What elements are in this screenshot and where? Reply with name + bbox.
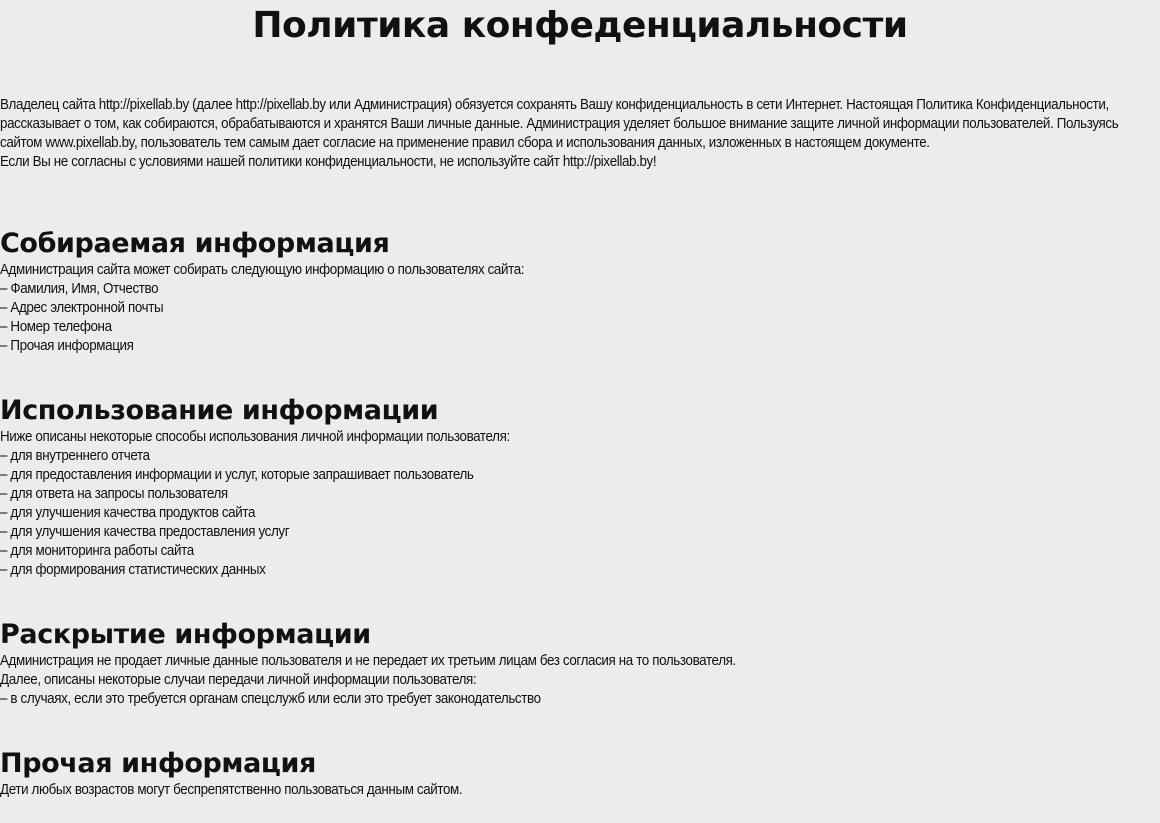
intro-paragraph: Владелец сайта http://pixellab.by (далее http://pixellab.by или Администрация) обязуется сохранять Вашу конфиденциальность в сети Интернет. Настоящая Политика Конфиденциальности, рассказывает о том, как собираются, обрабатываются и хранятся Ваши личные данные. Администрация уделяет большое внимание защите личной информации пользователей. Пользуясь сайтом www.pixellab.by, пользователь тем самым дает согласие на применение правил сбора и использования данных, изложенных в настоящем документе. — [0, 97, 1119, 151]
section-heading: Собираемая информация — [0, 228, 390, 259]
list-item: – для улучшения качества продуктов сайта — [0, 505, 256, 521]
section-info-disclosure — [0, 618, 1160, 709]
list-item: – Прочая информация — [0, 338, 134, 354]
section-line: Дети любых возрастов могут беспрепятственно пользоваться данным сайтом. — [0, 782, 463, 798]
intro-notice: Если Вы не согласны с условиями нашей политики конфиденциальности, не используйте сайт http://pixellab.by! — [0, 154, 657, 170]
list-item: – Адрес электронной почты — [0, 300, 164, 316]
section-other-info — [0, 747, 1160, 800]
list-item: – Фамилия, Имя, Отчество — [0, 281, 159, 297]
section-line: Далее, описаны некоторые случаи передачи личной информации пользователя: — [0, 672, 477, 688]
list-item: – для формирования статистических данных — [0, 562, 266, 578]
list-item: – для улучшения качества предоставления услуг — [0, 524, 290, 540]
list-item: – Номер телефона — [0, 319, 112, 335]
list-item: – для предоставления информации и услуг, которые запрашивает пользователь — [0, 467, 474, 483]
section-line: Администрация сайта может собирать следующую информацию о пользователях сайта: — [0, 262, 525, 278]
intro-block — [0, 96, 1155, 172]
section-collected-info — [0, 227, 1160, 356]
section-heading: Раскрытие информации — [0, 619, 371, 650]
list-item: – в случаях, если это требуется органам спецслужб или если это требует законодательство — [0, 691, 541, 707]
list-item: – для ответа на запросы пользователя — [0, 486, 228, 502]
list-item: – для внутреннего отчета — [0, 448, 150, 464]
section-line: Администрация не продает личные данные пользователя и не передает их третьим лицам без согласия на то пользователя. — [0, 653, 736, 669]
list-item: – для мониторинга работы сайта — [0, 543, 194, 559]
section-info-usage — [0, 394, 1160, 580]
section-line: Ниже описаны некоторые способы использования личной информации пользователя: — [0, 429, 510, 445]
section-heading: Прочая информация — [0, 748, 316, 779]
section-heading: Использование информации — [0, 395, 439, 426]
page-title: Политика конфеденциальности — [252, 5, 908, 46]
